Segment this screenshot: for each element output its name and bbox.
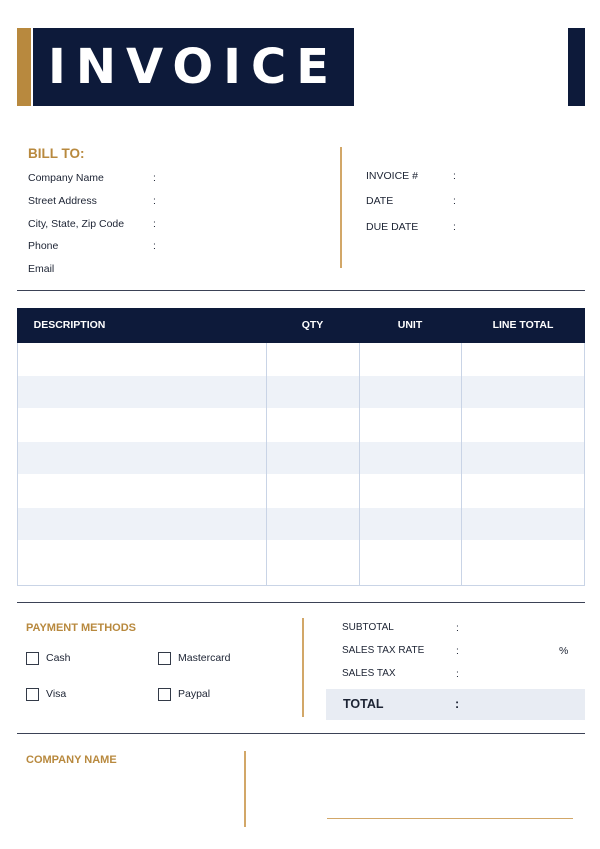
total-label: TOTAL	[343, 697, 384, 711]
city-state-zip-colon: :	[153, 218, 156, 230]
sales-tax-rate-unit: %	[559, 645, 569, 657]
payment-methods-title: PAYMENT METHODS	[26, 622, 137, 634]
date-colon: :	[453, 195, 456, 207]
subtotal-label: SUBTOTAL	[342, 622, 394, 633]
sales-tax-colon: :	[456, 668, 459, 680]
cash-label: Cash	[46, 652, 71, 664]
city-state-zip-label: City, State, Zip Code	[28, 218, 125, 230]
phone-colon: :	[153, 240, 156, 252]
street-address-label: Street Address	[28, 195, 97, 207]
column-divider	[461, 343, 462, 585]
table-row-stripe	[18, 442, 584, 474]
table-row-stripe	[18, 376, 584, 408]
email-label: Email	[28, 263, 55, 275]
header-accent-bar	[17, 28, 31, 106]
footer-divider	[244, 751, 246, 827]
column-divider	[359, 343, 360, 585]
invoice-number-label: INVOICE #	[366, 170, 418, 182]
unit-header: UNIT	[397, 319, 423, 331]
section-divider	[17, 602, 585, 603]
table-row-stripe	[18, 508, 584, 540]
company-name-label: Company Name	[28, 172, 104, 184]
sales-tax-rate-colon: :	[456, 645, 459, 657]
bill-to-title: BILL TO:	[28, 146, 85, 161]
street-address-colon: :	[153, 195, 156, 207]
paypal-checkbox[interactable]	[158, 688, 171, 701]
signature-line	[327, 818, 573, 819]
corner-accent-bar	[568, 28, 585, 106]
total-colon: :	[455, 697, 460, 711]
sales-tax-rate-label: SALES TAX RATE	[342, 645, 425, 656]
visa-label: Visa	[46, 688, 67, 700]
mastercard-label: Mastercard	[178, 652, 231, 664]
paypal-label: Paypal	[178, 688, 211, 700]
subtotal-colon: :	[456, 622, 459, 634]
mastercard-checkbox[interactable]	[158, 652, 171, 665]
description-header: DESCRIPTION	[33, 319, 106, 331]
section-divider	[17, 733, 585, 734]
phone-label: Phone	[28, 240, 59, 252]
company-name-title: COMPANY NAME	[26, 754, 117, 766]
visa-checkbox[interactable]	[26, 688, 39, 701]
bill-to-divider	[340, 147, 342, 268]
section-divider	[17, 290, 585, 291]
qty-header: QTY	[301, 319, 324, 331]
sales-tax-label: SALES TAX	[342, 668, 396, 679]
due-date-label: DUE DATE	[366, 221, 419, 233]
column-divider	[266, 343, 267, 585]
payment-divider	[302, 618, 304, 717]
invoice-title: INVOICE	[47, 39, 339, 95]
date-label: DATE	[366, 195, 394, 207]
company-name-colon: :	[153, 172, 156, 184]
line-total-header: LINE TOTAL	[492, 319, 554, 331]
cash-checkbox[interactable]	[26, 652, 39, 665]
due-date-colon: :	[453, 221, 456, 233]
invoice-number-colon: :	[453, 170, 456, 182]
